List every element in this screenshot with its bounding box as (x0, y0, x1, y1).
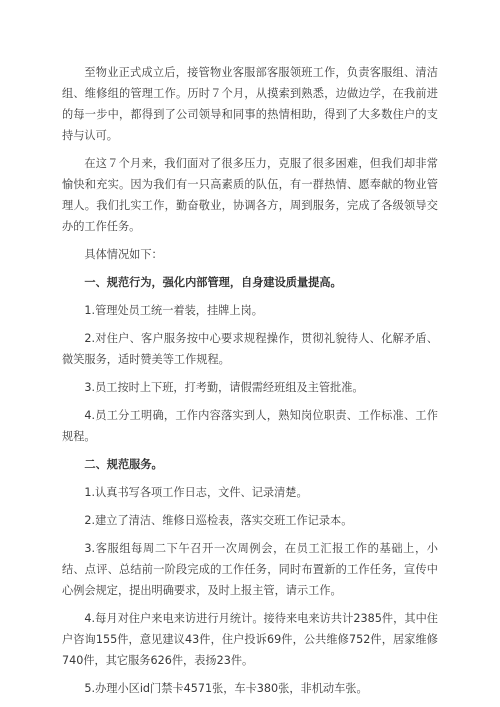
list-item: 3.员工按时上下班，打考勤，请假需经班组及主管批准。 (84, 381, 364, 394)
section-heading-1: 一、规范行为，强化内部管理，自身建设质量提高。 (84, 276, 342, 289)
intro-paragraph: 至物业正式成立后，接管物业客服部客服领班工作，负责客服组、清洁组、维修组的管理工作。历时７个月，从摸索到熟悉，边做边学，在我前进的每一步中，都得到了公司领导和同事的热情相助，得到了大多数住户的支持与认可。 (62, 66, 438, 142)
details-intro: 具体情况如下： (84, 248, 163, 261)
section-heading-2: 二、规范服务。 (84, 458, 163, 471)
document-body (62, 62, 438, 706)
list-item: 4.员工分工明确，工作内容落实到人，熟知岗位职责、工作标准、工作规程。 (62, 409, 438, 443)
list-item: 1.管理处员工统一着装，挂牌上岗。 (84, 304, 263, 317)
list-item: 2.对住户、客户服务按中心要求规程操作，贯彻礼貌待人、化解矛盾、微笑服务，适时赞美等工作规程。 (62, 332, 438, 366)
list-item: 1.认真书写各项工作日志，文件、记录清楚。 (84, 486, 308, 499)
list-item: 4.每月对住户来电来访进行月统计。接待来电来访共计2385件，其中住户咨询155件，意见建议43件，住户投诉69件，公共维修752件，居家维修740件，其它服务626件，表扬23件。 (62, 612, 438, 667)
list-item: 5.办理小区id门禁卡4571张，车卡380张，非机动车张。 (84, 682, 368, 695)
summary-paragraph: 在这７个月来，我们面对了很多压力，克服了很多困难，但我们却非常愉快和充实。因为我们有一只高素质的队伍，有一群热情、愿奉献的物业管理人。我们扎实工作，勤奋敬业，协调各方，周到服务，完成了各级领导交办的工作任务。 (62, 157, 438, 233)
list-item: 2.建立了清洁、维修日巡检表，落实交班工作记录本。 (84, 514, 353, 527)
list-item: 3.客服组每周二下午召开一次周例会，在员工汇报工作的基础上，小结、点评、总结前一阶段完成的工作任务，同时布置新的工作任务，宣传中心例会规定，提出明确要求，及时上报主管，请示工作。 (62, 542, 438, 597)
